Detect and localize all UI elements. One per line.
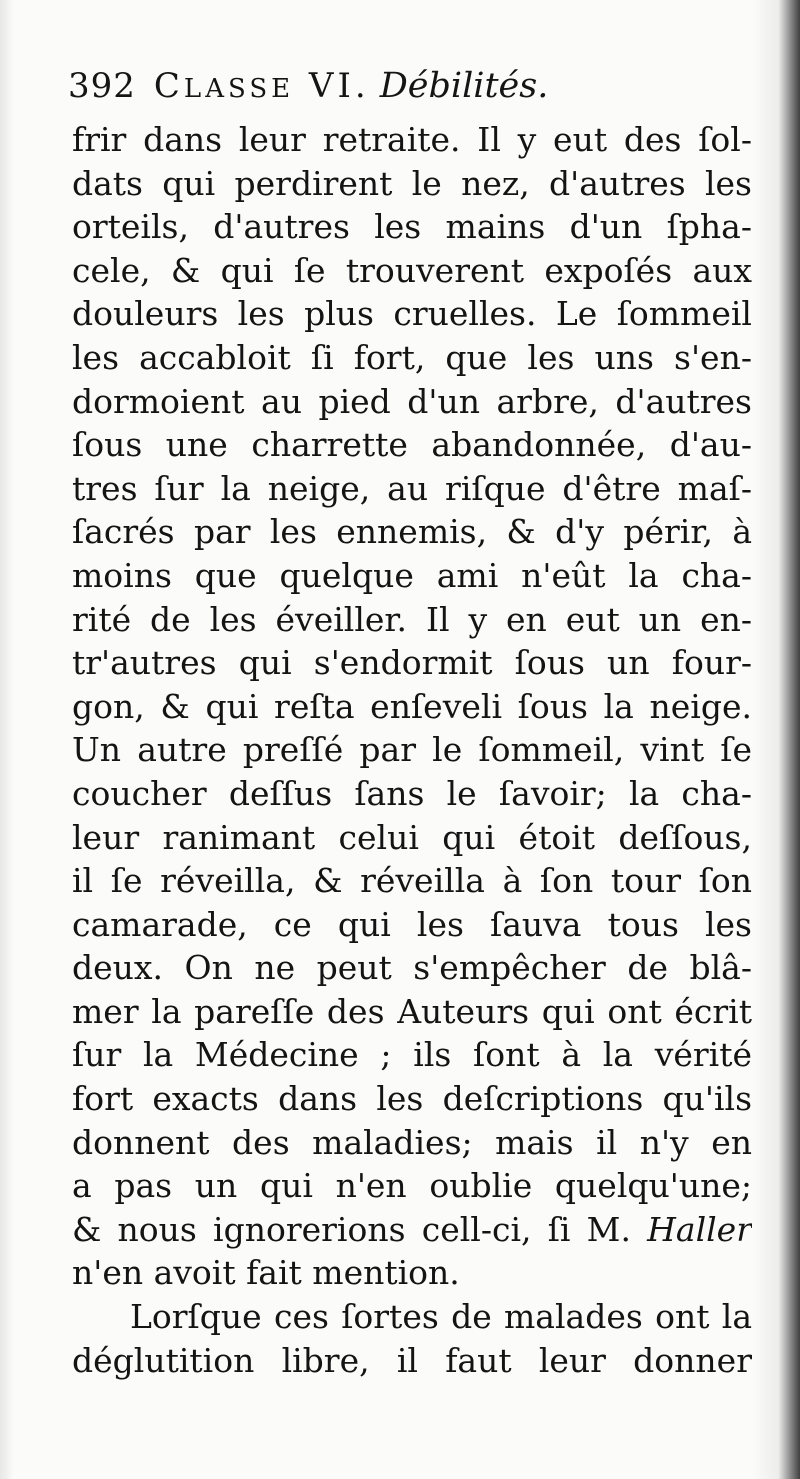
text-line: camarade, ce qui les ſauva tous les [72,904,752,944]
text-line [72,1208,752,1252]
text-line: dats qui perdirent le nez, d'autres les [72,163,752,203]
page-edge-shadow [752,0,800,1479]
paragraph-start-line: Lorſque ces ſortes de malades ont la [130,1297,752,1337]
text-line: n'en avoit fait mention. [72,1253,460,1293]
text-line: leur ranimant celui qui étoit deſſous, [72,817,752,857]
text-line: rité de les éveiller. Il y en eut un en- [72,599,752,639]
text-line: deux. On ne peut s'empêcher de blâ- [72,948,752,988]
text-line: il ſe réveilla, & réveilla à ſon tour ſon [72,861,752,901]
text-line: ſacrés par les ennemis, & d'y périr, à [72,512,752,552]
text-line: tr'autres qui s'endormit ſous un four- [72,643,752,683]
class-number: VI. [308,66,370,106]
text-line: tres ſur la neige, au riſque d'être maſ- [72,468,752,508]
text-line: Un autre preſſé par le ſommeil, vint ſe [72,730,752,770]
text-line: fort exacts dans les deſcriptions qu'ils [72,1079,752,1119]
text-line: déglutition libre, il faut leur donner [72,1340,752,1380]
page-number: 392 [68,66,136,106]
text-line: moins que quelque ami n'eût la cha- [72,555,752,595]
text-line: cele, & qui ſe trouverent expoſés aux [72,250,752,290]
running-header [68,66,748,116]
class-label-rest: LASSE [183,74,295,104]
text-line: les accabloit ſi fort, que les uns s'en- [72,337,752,377]
text-line: gon, & qui reſta enſeveli ſous la neige. [72,686,752,726]
text-line: mer la pareſſe des Auteurs qui ont écrit [72,991,752,1031]
body-text [72,118,752,1382]
text-line: ſous une charrette abandonnée, d'au- [72,425,752,465]
text-line: dormoient au pied d'un arbre, d'autres [72,381,752,421]
page-gutter-shadow [0,0,14,1479]
text-line: coucher deſſus ſans le ſavoir; la cha- [72,773,752,813]
section-title: Débilités. [379,66,549,106]
text-line: orteils, d'autres les mains d'un ſpha- [72,207,752,247]
text-line: a pas un qui n'en oublie quelqu'une; [72,1166,752,1206]
author-name: Haller [647,1209,752,1249]
text-line: frir dans leur retraite. Il y eut des ſol- [72,120,752,159]
text-line: donnent des maladies; mais il n'y en [72,1122,752,1162]
class-label [154,66,370,106]
text-line: douleurs les plus cruelles. Le ſommeil [72,294,752,334]
class-label-initial: C [153,66,184,106]
text-line: ſur la Médecine ; ils ſont à la vérité [72,1035,752,1075]
text-segment: & nous ignorerions cell-ci, ſi M. [72,1209,648,1249]
